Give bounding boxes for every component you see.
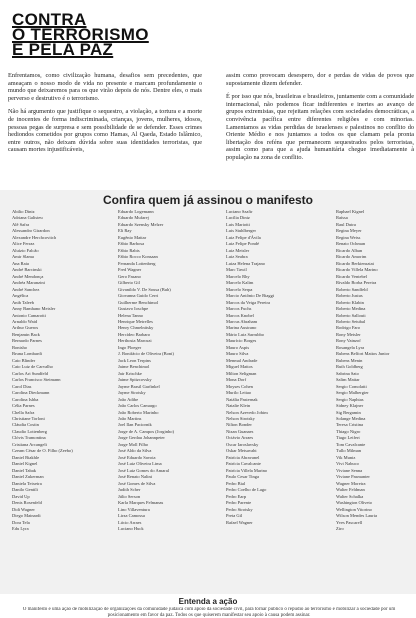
signatory-name: Czeam César de O. Filho (Zeebo) xyxy=(12,448,73,454)
signatory-name: José Eduardo Savoia xyxy=(118,454,156,460)
signatory-name: Roberto Klabin xyxy=(336,299,364,305)
signatory-name: José Renato Nalini xyxy=(118,474,152,480)
signatory-name: Walter Feldman xyxy=(336,487,365,493)
signatories-heading: Confira quem já assinou o manifesto xyxy=(102,193,314,207)
signatory-name: Washington Oliveto xyxy=(336,500,373,506)
signatory-name: Carol Dias xyxy=(12,383,32,389)
signatory-name: Nilton Bonder xyxy=(226,422,252,428)
signatory-name: Danilo Gentili xyxy=(12,487,38,493)
signatory-name: Thiago Nigro xyxy=(336,428,361,434)
signatory-name: Marcelo Serpa xyxy=(226,286,253,292)
signatory-name: Patrícia Villela Marino xyxy=(226,467,268,473)
signatory-name: Jayme Brasil Garfinkel xyxy=(118,383,160,389)
signatory-name: Roberto Sallouti xyxy=(336,312,366,318)
footer-heading: Entenda a ação xyxy=(178,597,238,606)
signatory-name: Ana Raia xyxy=(12,260,29,266)
signatory-name: Adriana Galisteu xyxy=(12,215,43,221)
signatory-name: João Roberto Marinho xyxy=(118,409,159,415)
page-title xyxy=(12,12,149,57)
signatory-name: Jorge Gerdau Johannpeter xyxy=(118,435,165,441)
signatory-name: Daniel Tabak xyxy=(12,467,36,473)
signatory-name: Roberto Sandfeld xyxy=(336,286,368,292)
signatory-name: Rafael Wagner xyxy=(226,519,253,525)
signatory-name: Daniela Teixeira xyxy=(12,480,42,486)
signatory-name: Jaime Spitzcovsky xyxy=(118,377,152,383)
signatory-name: José Luiz Oliveira Lima xyxy=(118,461,162,467)
signatory-name: João Carlos Camargo xyxy=(118,403,157,409)
signatory-name: Amir Slama xyxy=(12,254,34,260)
signatory-name: Raphael Kignel xyxy=(336,209,365,214)
signatory-name: Arthur Gueros xyxy=(12,325,39,331)
signatory-name: Rubens Menin xyxy=(336,357,363,363)
signatory-name: Alê Safra xyxy=(12,221,30,227)
signatory-name: Tom Cavalcante xyxy=(336,441,366,447)
signatory-name: Raíssa xyxy=(336,215,348,221)
signatory-name: Eugênio Mattar xyxy=(118,234,147,240)
signatory-name: Oskar Metsavaht xyxy=(226,448,257,454)
signatory-name: Anib Taleeb xyxy=(12,299,34,305)
signatory-name: Ruth Goldberg xyxy=(336,364,363,370)
signatory-name: Antonio Camarotti xyxy=(12,312,46,318)
signatory-name: Jayme Sirotsky xyxy=(118,390,146,396)
signatory-name: Milton Seligman xyxy=(226,370,257,376)
signatory-name: Regina Meyer xyxy=(336,228,362,234)
signatory-name: Walter Schalka xyxy=(336,493,364,499)
signatory-name: Ricardo Berkiensztat xyxy=(336,260,374,266)
signatory-name: Aluízio Falcão xyxy=(12,247,39,253)
signatory-name: Marcio Antônio De Biaggi xyxy=(226,293,275,299)
title-line-1: CONTRA xyxy=(12,10,87,29)
signatory-name: Octávio Arraes xyxy=(226,435,254,441)
signatory-name: Nizan Guanaes xyxy=(226,428,254,434)
signatory-name: Daniel Kignel xyxy=(12,461,38,467)
signatory-name: Luiz Felipe Pondé xyxy=(226,241,259,247)
signatory-name: Henry Chmelnitsky xyxy=(118,325,154,331)
signatory-name: Mona Dorf xyxy=(226,377,247,383)
signatory-name: Didi Wagner xyxy=(12,506,35,512)
signatory-name: Giovanna Guido Cerri xyxy=(118,293,159,299)
signatory-name: Marina Austrano xyxy=(226,325,257,331)
signatory-name: Fábio Rabis xyxy=(118,247,140,253)
signatory-name: Oscar Iaroslavsky xyxy=(226,441,259,447)
signatory-name: Wilson Mendes Lauria xyxy=(336,513,378,519)
signatory-name: Pedro Earp xyxy=(226,493,247,499)
signatory-name: Karla Marques Felmanas xyxy=(118,500,164,506)
signatory-name: Ziro xyxy=(336,525,344,531)
signatory-name: Tullo Milman xyxy=(336,448,361,454)
signatory-name: Yves Pascarell xyxy=(336,519,363,525)
signatory-name: Nelson Sirotsky xyxy=(226,416,255,421)
signatory-name: Viviane Pasmanter xyxy=(336,474,370,480)
signatory-name: Caio Blinder xyxy=(12,357,36,363)
signatory-name: Marc Tawil xyxy=(226,267,247,273)
signatory-name: Daniel Biakhle xyxy=(12,454,40,460)
signatory-name: Teresa Cristina xyxy=(336,422,364,428)
signatory-name: Abilio Diniz xyxy=(12,209,35,214)
signatory-name: Marcos da Veiga Pereira xyxy=(226,299,271,305)
signatory-name: Carlos Francisco Steimann xyxy=(12,377,61,383)
signatory-name: Luiz Meisler xyxy=(226,247,250,253)
signatory-name: Diego Mainardi xyxy=(12,513,41,519)
signatory-name: Natália Pasternak xyxy=(226,396,258,402)
signatory-name: Wellington Vitorino xyxy=(336,506,372,512)
signatory-name: Fernanda Lottenberg xyxy=(118,260,156,266)
signatory-name: Mário Luiz Sarrubbo xyxy=(226,331,264,337)
signatory-name: Givanildo V. De Sousa (Buh) xyxy=(118,286,171,292)
signatory-name: Luis Mariotti xyxy=(226,221,250,227)
signatory-name: Cláudia Costin xyxy=(12,422,39,428)
signatory-name: André Mendonça xyxy=(12,273,44,279)
title-line-3: E PELA PAZ xyxy=(12,40,114,59)
signatory-name: Henrique Meirelles xyxy=(118,318,153,324)
signatory-name: Angélica xyxy=(12,293,29,299)
signatory-name: Sabrina Sato xyxy=(336,370,359,376)
signatory-name: Eli Ray xyxy=(118,228,132,234)
title-line-2: O TERRORISMO xyxy=(12,25,149,44)
signatory-name: Paulo Cesar Tinga xyxy=(226,474,260,480)
signatory-name: Vik Muniz xyxy=(336,454,356,460)
signatory-name: Anny Bamhano Meisler xyxy=(12,306,56,312)
signatory-name: Joel Ilan Paciornik xyxy=(118,422,152,428)
signatory-name: Judith Scher xyxy=(118,487,141,493)
signatory-name: Carolina Dieckmann xyxy=(12,390,50,396)
signatory-name: Rubens Belfort Mattos Junior xyxy=(336,351,390,357)
signatory-name: Guilherme Benchimol xyxy=(118,299,159,305)
signatory-name: Mauro Silva xyxy=(226,351,249,357)
signatory-name: Roberto Justus xyxy=(336,293,363,299)
signatory-name: J. Bonifácio de Oliveira (Boni) xyxy=(118,351,174,357)
intro-paragraph: assim como provocam desespero, dor e perdas de vidas de povos que supostamente dizem defender. xyxy=(226,72,414,87)
signatory-name: Eduardo Mufarej xyxy=(118,215,149,221)
signatory-name: Natalie Klein xyxy=(226,403,251,409)
signatory-name: Sergio Comolatti xyxy=(336,383,367,389)
signatory-name: Helena Tanno xyxy=(118,312,143,318)
signatory-name: Gero Fasano xyxy=(118,273,141,279)
signatory-name: Júlio Serson xyxy=(118,493,141,499)
signatory-name: Denis Rosenfeld xyxy=(12,500,42,506)
signatory-name: Luciano Szafir xyxy=(226,209,253,214)
signatory-name: Fred Wagner xyxy=(118,267,142,273)
signatory-name: Salim Mattar xyxy=(336,377,360,383)
signatory-name: Clóvis Tramontina xyxy=(12,435,46,441)
signatory-name: Gilberto Gil xyxy=(118,280,140,286)
signatory-name: Roberto Setubal xyxy=(336,318,366,324)
signatory-name: Pedro Parente xyxy=(226,500,252,506)
signatory-name: Preta Gil xyxy=(226,513,243,519)
signatory-name: Christiane Torloni xyxy=(12,416,45,421)
signatory-name: Rodrigo Faro xyxy=(336,325,361,331)
signatory-name: José Aldo da Silva xyxy=(118,448,152,454)
signatory-name: Hercídeo Barbaro xyxy=(118,331,151,337)
signatory-name: Marcelo Rhy xyxy=(226,273,250,279)
signatory-name: Menmal Andrade xyxy=(226,357,258,363)
signatory-name: Benjamin Back xyxy=(12,331,40,337)
signatory-name: Gustavo Ioschpe xyxy=(118,306,149,312)
signatory-name: Luciano Huck xyxy=(118,525,144,531)
signatory-name: Arnaldo Waid xyxy=(12,318,38,324)
signatories-column-1 xyxy=(12,209,112,532)
signatory-name: Alessandro Girardon xyxy=(12,228,50,234)
signatory-name: Renato Ochman xyxy=(336,241,366,247)
signatory-name: Claudio Lottenberg xyxy=(12,428,48,434)
signatory-name: Edu Lyra xyxy=(12,525,29,531)
signatory-name: Carolina Ishba xyxy=(12,396,39,402)
signatory-name: Mauro Aspis xyxy=(226,344,250,350)
signatory-name: Ingo Ploeger xyxy=(118,344,142,350)
signatory-name: Daniel Zukerman xyxy=(12,474,44,480)
signatory-name: Ricardo Villela Marino xyxy=(336,267,378,273)
signatory-name: Ricardo Ventebel xyxy=(336,273,368,279)
signatory-name: Eduardo Logemann xyxy=(118,209,154,214)
signatory-name: Lino Villaventura xyxy=(118,506,150,512)
signatory-name: Jorge de A. Campos (Jorginho) xyxy=(118,428,174,434)
signatory-name: Jair Krischke xyxy=(118,370,142,376)
signatory-name: Rony Vainzof xyxy=(336,338,361,344)
signatory-name: Marcos Knobel xyxy=(226,312,254,318)
signatory-name: Miguel Mattos xyxy=(226,364,253,370)
signatory-name: Luiz Felipe d'Ávila xyxy=(226,234,261,240)
signatory-name: Pedro Sirotsky xyxy=(226,506,253,512)
signatory-name: Lucília Diniz xyxy=(226,215,250,221)
signatory-name: Lirza Camossa xyxy=(118,513,145,519)
signatory-name: Marcelo Kalim xyxy=(226,280,254,286)
signatory-name: Herthosia Marcuzi xyxy=(118,338,152,344)
signatory-name: Sergio Malbergier xyxy=(336,390,369,396)
signatory-name: Marcos Fuchs xyxy=(226,306,252,312)
signatory-name: Jorge Moll Filho xyxy=(118,441,149,447)
intro-right-column xyxy=(226,72,414,168)
signatory-name: Eduardo Szensky Melzer xyxy=(118,221,164,227)
signatory-name: Raul Dutra xyxy=(336,221,356,227)
signatory-name: Bruna Lombardi xyxy=(12,351,42,357)
signatory-name: Maurício Borges xyxy=(226,338,257,344)
signatory-name: Luiza Helena Trajano xyxy=(226,260,265,266)
signatory-name: André Sanchez xyxy=(12,286,40,292)
signatory-name: Bernardo Parnes xyxy=(12,338,42,344)
signatory-name: Célia Parnes xyxy=(12,403,35,409)
signatory-name: Rosangela Lyra xyxy=(336,344,365,350)
signatory-name: Sergio Naphtas xyxy=(336,396,364,402)
signatories-column-2 xyxy=(118,209,218,532)
signatory-name: Sidney Klajner xyxy=(336,403,364,409)
signatory-name: Murilo Leitao xyxy=(226,390,252,396)
signatory-name: Nelson Azevedo Jobim xyxy=(226,409,268,415)
signatory-name: Ricardo Alban xyxy=(336,247,363,253)
signatory-name: Fábio Barbosa xyxy=(118,241,145,247)
signatories-column-4 xyxy=(336,209,414,532)
signatory-name: Vivi Nabuco xyxy=(336,461,359,467)
signatory-name: Alexandre Herchcovitch xyxy=(12,234,57,240)
signatory-name: Roberto Medina xyxy=(336,306,366,312)
intro-paragraph: Não há argumento que justifique o sequestro, a violação, a tortura e a morte de inocentes de forma indiscriminada, crianças, jovens, mulheres, idosos, pessoas pegas de surpresa e sem possibilidade de se defender. Esses crimes hediondos cometidos por grupos como Hamas, Al Qaeda, Estado Islâmico, entre outros, não deixam dúvida sobre suas identidades terroristas, que causam mortes injustificáveis, xyxy=(8,108,202,154)
signatory-name: Ricardo Amorim xyxy=(336,254,367,260)
signatory-name: Rivaldo Borba Pereira xyxy=(336,280,377,286)
signatories-column-3 xyxy=(226,209,326,526)
signatory-name: Chella Safra xyxy=(12,409,35,415)
signatory-name: David Up xyxy=(12,493,30,499)
signatory-name: Pedro Bial xyxy=(226,480,246,486)
signatory-name: Patrícia Abravanel xyxy=(226,454,260,460)
signatory-name: Luis Stuhlberger xyxy=(226,228,257,234)
signatory-name: Patrícia Cavalcante xyxy=(226,461,261,467)
footer-text: O manifesto é uma ação de mobilização de organizações da comunidade judaica com apoio da sociedade civil, para tornar público o repúdio ao terrorismo e mobilizar a sociedade por um posicionamento em favor da paz. Todos os que quiserem manifestar seu apoio à causa podem assinar. xyxy=(22,607,396,618)
signatory-name: Caio Luiz de Carvalho xyxy=(12,364,53,370)
signatory-name: Tiago Leifert xyxy=(336,435,360,441)
signatory-name: Dora Tela xyxy=(12,519,30,525)
signatory-name: Carlos Ari Sundfeld xyxy=(12,370,48,376)
signatory-name: José Gomes de Silva xyxy=(118,480,156,486)
signatory-name: Moyses Cohen xyxy=(226,383,253,389)
signatory-name: João Martins xyxy=(118,416,142,421)
signatory-name: Marcus Abraham xyxy=(226,318,258,324)
signatory-name: José Luiz Gomes do Amaral xyxy=(118,467,169,473)
signatory-name: Bonisho xyxy=(12,344,28,350)
signatory-name: Wagner Moreira xyxy=(336,480,366,486)
signatory-name: Jack Leon Terpins xyxy=(118,357,151,363)
signatory-name: Cristiana Arcangeli xyxy=(12,441,47,447)
signatory-name: Pedro Coelho de Lago xyxy=(226,487,267,493)
signatory-name: Sig Bergamin xyxy=(336,409,361,415)
intro-paragraph: É por isso que nós, brasileiras e brasileiros, juntamente com a comunidade internacional, não podemos ficar indiferentes e inertes ao avanço de grupos extremistas, que rejeitam relações com sociedades democráticas, a convivência pacífica entre diferentes religiões e com minorias. Lamentamos as vidas perdidas de israelenses e palestinos no conflito do Oriente Médio e nos juntamos a todos os que clamam pela pronta libertação dos reféns que permanecem sequestrados pelos terroristas, assim como para que a ajuda humanitária chegue imediatamente à população na zona de conflito. xyxy=(226,93,414,161)
signatory-name: Viviane Senna xyxy=(336,467,363,473)
intro-left-column xyxy=(8,72,202,160)
intro-paragraph: Enfrentamos, como civilização humana, desafios sem precedentes, que ameaçam o nosso modo de vida no presente e marcam profundamente o mundo que deixaremos para os que virão depois de nós. Dentre eles, o mais perverso e destrutivo é o terrorismo. xyxy=(8,72,202,102)
signatory-name: Luiz Seabra xyxy=(226,254,248,260)
signatory-name: Solange Medina xyxy=(336,416,366,421)
signatory-name: Alice Ferraz xyxy=(12,241,35,247)
signatory-name: André Barcinski xyxy=(12,267,42,273)
signatory-name: Fábio Rocco Konsaan xyxy=(118,254,158,260)
signatory-name: Regina Weiss xyxy=(336,234,361,240)
signatory-name: João Adibe xyxy=(118,396,139,402)
signatory-name: Andréa Maranzini xyxy=(12,280,45,286)
signatory-name: Rony Meisler xyxy=(336,331,361,337)
signatory-name: Jaime Benchimol xyxy=(118,364,150,370)
signatory-name: Lúcio Arraes xyxy=(118,519,142,525)
